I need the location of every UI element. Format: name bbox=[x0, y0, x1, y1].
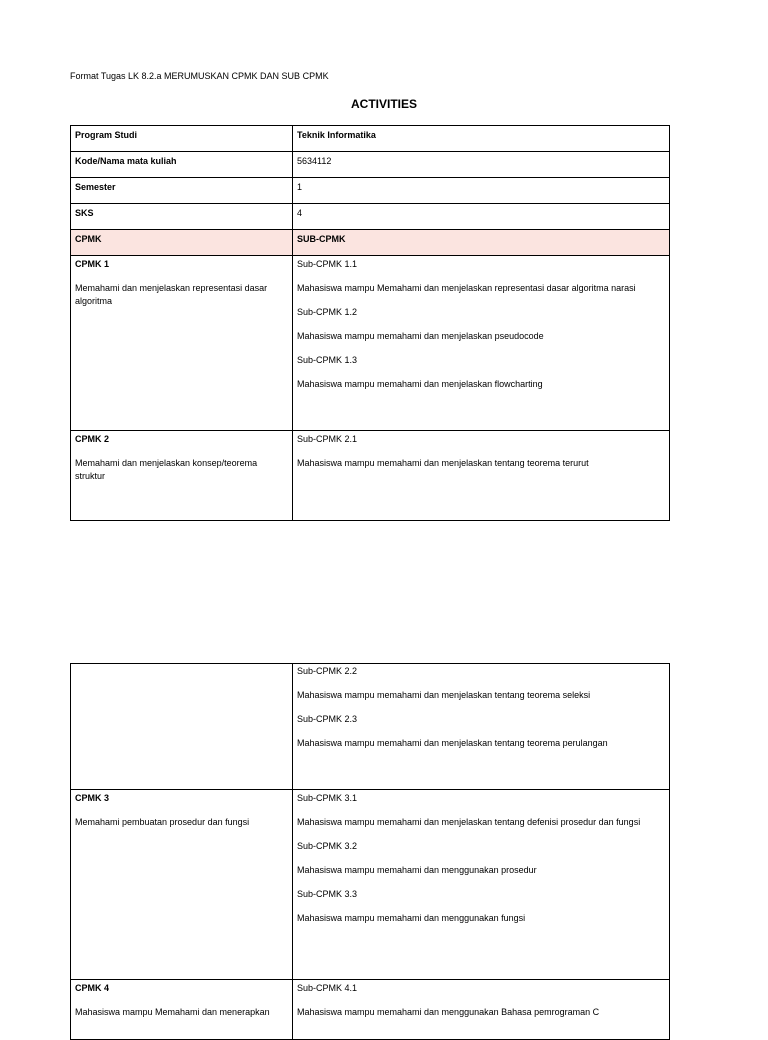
sub-cpmk-1-3-desc: Mahasiswa mampu memahami dan menjelaskan flowcharting bbox=[297, 379, 543, 389]
sub-cpmk-1-1-code: Sub-CPMK 1.1 bbox=[297, 259, 358, 269]
cpmk-table-page-1 bbox=[70, 125, 670, 521]
info-row-kode bbox=[71, 152, 670, 178]
document-title: ACTIVITIES bbox=[350, 97, 417, 111]
cpmk3-row bbox=[71, 790, 670, 980]
cpmk-column-header: CPMK bbox=[75, 234, 102, 244]
info-row-sks bbox=[71, 204, 670, 230]
sub-cpmk-2-1-code: Sub-CPMK 2.1 bbox=[297, 434, 358, 444]
cpmk1-title: CPMK 1 bbox=[75, 259, 110, 269]
cpmk4-title: CPMK 4 bbox=[75, 983, 110, 993]
cpmk4-desc: Mahasiswa mampu Memahami dan menerapkan bbox=[75, 1007, 270, 1017]
sub-cpmk-3-1-code: Sub-CPMK 3.1 bbox=[297, 793, 358, 803]
sub-cpmk-3-2-code: Sub-CPMK 3.2 bbox=[297, 841, 358, 851]
cpmk-table-page-2 bbox=[70, 663, 670, 1040]
sks-value: 4 bbox=[297, 208, 303, 218]
semester-value: 1 bbox=[297, 182, 303, 192]
cpmk1-row bbox=[71, 256, 670, 431]
cpmk4-row bbox=[71, 980, 670, 1040]
cpmk3-title: CPMK 3 bbox=[75, 793, 110, 803]
kode-label: Kode/Nama mata kuliah bbox=[75, 156, 177, 166]
program-studi-value: Teknik Informatika bbox=[297, 130, 376, 140]
sub-cpmk-3-3-code: Sub-CPMK 3.3 bbox=[297, 889, 358, 899]
cpmk2-continued-row bbox=[71, 664, 670, 790]
sub-cpmk-1-1-desc: Mahasiswa mampu Memahami dan menjelaskan representasi dasar algoritma narasi bbox=[297, 283, 636, 293]
cpmk1-desc: Memahami dan menjelaskan representasi dasar algoritma bbox=[75, 283, 268, 306]
sub-cpmk-3-2-desc: Mahasiswa mampu memahami dan menggunakan prosedur bbox=[297, 865, 537, 875]
sub-cpmk-4-1-desc: Mahasiswa mampu memahami dan menggunakan Bahasa pemrograman C bbox=[297, 1007, 600, 1017]
sub-cpmk-1-3-code: Sub-CPMK 1.3 bbox=[297, 355, 358, 365]
cpmk2-continued-empty-cell bbox=[71, 664, 292, 670]
cpmk2-title: CPMK 2 bbox=[75, 434, 110, 444]
sub-cpmk-2-2-code: Sub-CPMK 2.2 bbox=[297, 666, 358, 676]
semester-label: Semester bbox=[75, 182, 116, 192]
sub-cpmk-1-2-desc: Mahasiswa mampu memahami dan menjelaskan pseudocode bbox=[297, 331, 544, 341]
sub-cpmk-1-2-code: Sub-CPMK 1.2 bbox=[297, 307, 358, 317]
sks-label: SKS bbox=[75, 208, 94, 218]
info-row-program-studi bbox=[71, 126, 670, 152]
sub-cpmk-2-3-code: Sub-CPMK 2.3 bbox=[297, 714, 358, 724]
sub-cpmk-2-2-desc: Mahasiswa mampu memahami dan menjelaskan tentang teorema seleksi bbox=[297, 690, 591, 700]
sub-cpmk-column-header: SUB-CPMK bbox=[297, 234, 346, 244]
kode-value: 5634112 bbox=[297, 156, 332, 166]
page-header: Format Tugas LK 8.2.a MERUMUSKAN CPMK DAN SUB CPMK bbox=[70, 71, 329, 81]
info-row-semester bbox=[71, 178, 670, 204]
cpmk2-desc: Memahami dan menjelaskan konsep/teorema struktur bbox=[75, 458, 258, 481]
sub-cpmk-3-3-desc: Mahasiswa mampu memahami dan menggunakan fungsi bbox=[297, 913, 526, 923]
cpmk2-row bbox=[71, 431, 670, 521]
sub-cpmk-2-1-desc: Mahasiswa mampu memahami dan menjelaskan tentang teorema terurut bbox=[297, 458, 589, 468]
program-studi-label: Program Studi bbox=[75, 130, 138, 140]
sub-cpmk-3-1-desc: Mahasiswa mampu memahami dan menjelaskan tentang defenisi prosedur dan fungsi bbox=[297, 817, 641, 827]
column-header-row bbox=[71, 230, 670, 256]
sub-cpmk-2-3-desc: Mahasiswa mampu memahami dan menjelaskan tentang teorema perulangan bbox=[297, 738, 608, 748]
sub-cpmk-4-1-code: Sub-CPMK 4.1 bbox=[297, 983, 358, 993]
cpmk3-desc: Memahami pembuatan prosedur dan fungsi bbox=[75, 817, 250, 827]
